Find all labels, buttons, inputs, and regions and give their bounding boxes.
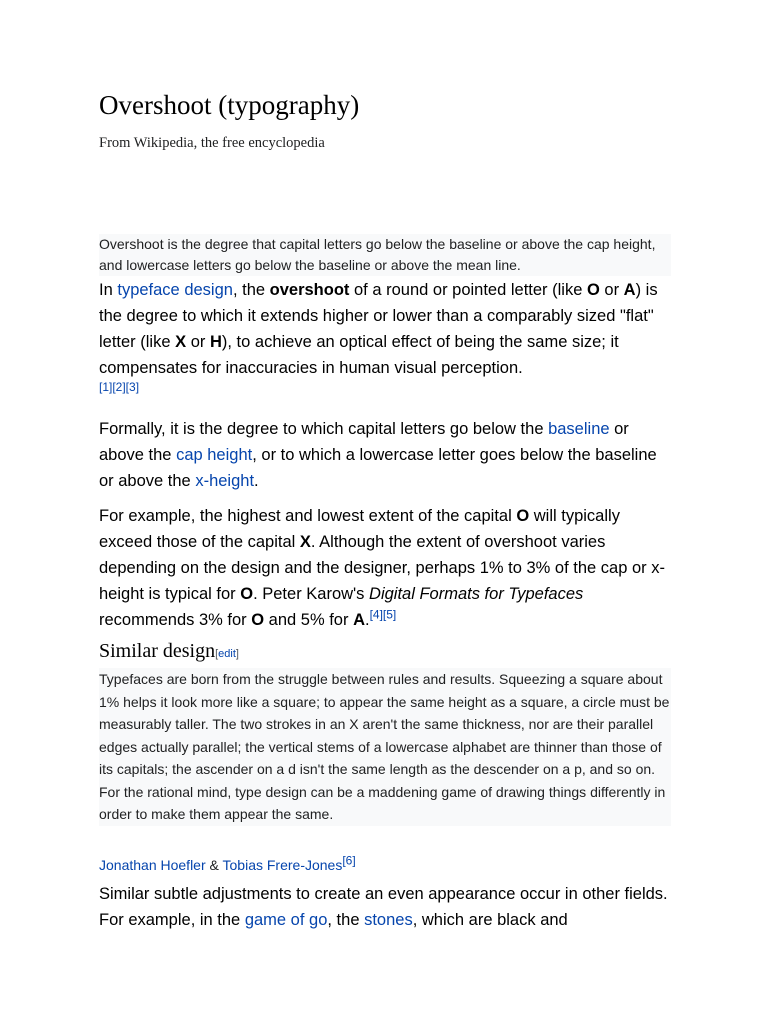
text: will typically exceed those of the capital (99, 507, 620, 551)
bold-letter: X (299, 533, 311, 551)
text: of a round or pointed letter (like (349, 281, 587, 299)
link-game-of-go[interactable]: game of go (244, 911, 328, 929)
book-title: Digital Formats for Typefaces (369, 585, 584, 603)
site-subtitle: From Wikipedia, the free encyclopedia (99, 135, 325, 151)
text: Formally, it is the degree to which capital letters go below the (99, 420, 549, 438)
bold-letter: O (516, 507, 530, 525)
link-typeface-design[interactable]: typeface design (117, 281, 233, 299)
text: , the (232, 281, 270, 299)
citation-ref[interactable]: [6] (342, 853, 356, 868)
text: ), to achieve an optical effect of being the same size; it compensates for inaccuracies in human visual perception. (99, 333, 619, 377)
intro-paragraph (99, 277, 671, 395)
bold-letter: A (353, 611, 365, 629)
citation-refs[interactable]: [1][2][3] (99, 380, 140, 394)
bold-letter: O (251, 611, 265, 629)
text: or (186, 333, 210, 351)
text: ) is the degree to which it extends higher or lower than a comparably sized "flat" letter (like (99, 281, 658, 351)
bold-letter: A (623, 281, 636, 299)
section-heading-text: Similar design (99, 640, 216, 662)
section-heading (99, 640, 239, 663)
similar-paragraph (99, 881, 671, 933)
link-tobias-frere-jones[interactable]: Tobias Frere-Jones (222, 857, 343, 873)
block-quote: Typefaces are born from the struggle between rules and results. Squeezing a square about 1% helps it look more like a square; to appear the same height as a square, a circle must be measurably taller. The two strokes in an X aren't the same thickness, nor are their parallel edges actually parallel; the vertical stems of a lowercase alphabet are thinner than those of its capitals; the ascender on a d isn't the same length as the descender on a p, and so on. For the rational mind, type design can be a maddening game of drawing things differently in order to make them appear the same. (99, 668, 671, 826)
text: In (99, 281, 118, 299)
text: , the (327, 911, 365, 929)
definition-paragraph (99, 416, 671, 494)
text: . (254, 472, 259, 490)
text: recommends 3% for (99, 611, 252, 629)
bracket: ] (235, 648, 239, 660)
bold-letter: H (209, 333, 222, 351)
edit-section-link[interactable]: edit (218, 648, 236, 660)
page-title: Overshoot (typography) (99, 90, 360, 120)
citation-refs[interactable]: [4][5] (369, 607, 397, 622)
short-description: Overshoot is the degree that capital letters go below the baseline or above the cap height, and lowercase letters go below the baseline or above the mean line. (99, 234, 671, 276)
text: and 5% for (264, 611, 354, 629)
link-cap-height[interactable]: cap height (176, 446, 253, 464)
bold-letter: O (586, 281, 600, 299)
bold-letter: O (240, 585, 254, 603)
text: . (364, 611, 370, 629)
text: . Although the extent of overshoot varies depending on the design and the designer, perhaps 1% to 3% of the cap or x-height is typical for (99, 533, 665, 603)
example-paragraph (99, 503, 671, 633)
link-stones[interactable]: stones (364, 911, 413, 929)
bold-letter: X (175, 333, 187, 351)
bold-term: overshoot (269, 281, 350, 299)
text: , which are black and (412, 911, 568, 929)
quote-attribution (99, 853, 356, 873)
text: or (599, 281, 624, 299)
link-baseline[interactable]: baseline (548, 420, 610, 438)
bracket: [ (215, 648, 219, 660)
text: or above the (99, 420, 629, 464)
link-jonathan-hoefler[interactable]: Jonathan Hoefler (99, 857, 206, 873)
text: For example, the highest and lowest extent of the capital (99, 507, 517, 525)
text: Similar subtle adjustments to create an even appearance occur in other fields. For example, in the (99, 885, 668, 929)
text: . Peter Karow's (253, 585, 370, 603)
text: & (205, 857, 223, 873)
text: , or to which a lowercase letter goes below the baseline or above the (99, 446, 657, 490)
link-x-height[interactable]: x-height (195, 472, 255, 490)
